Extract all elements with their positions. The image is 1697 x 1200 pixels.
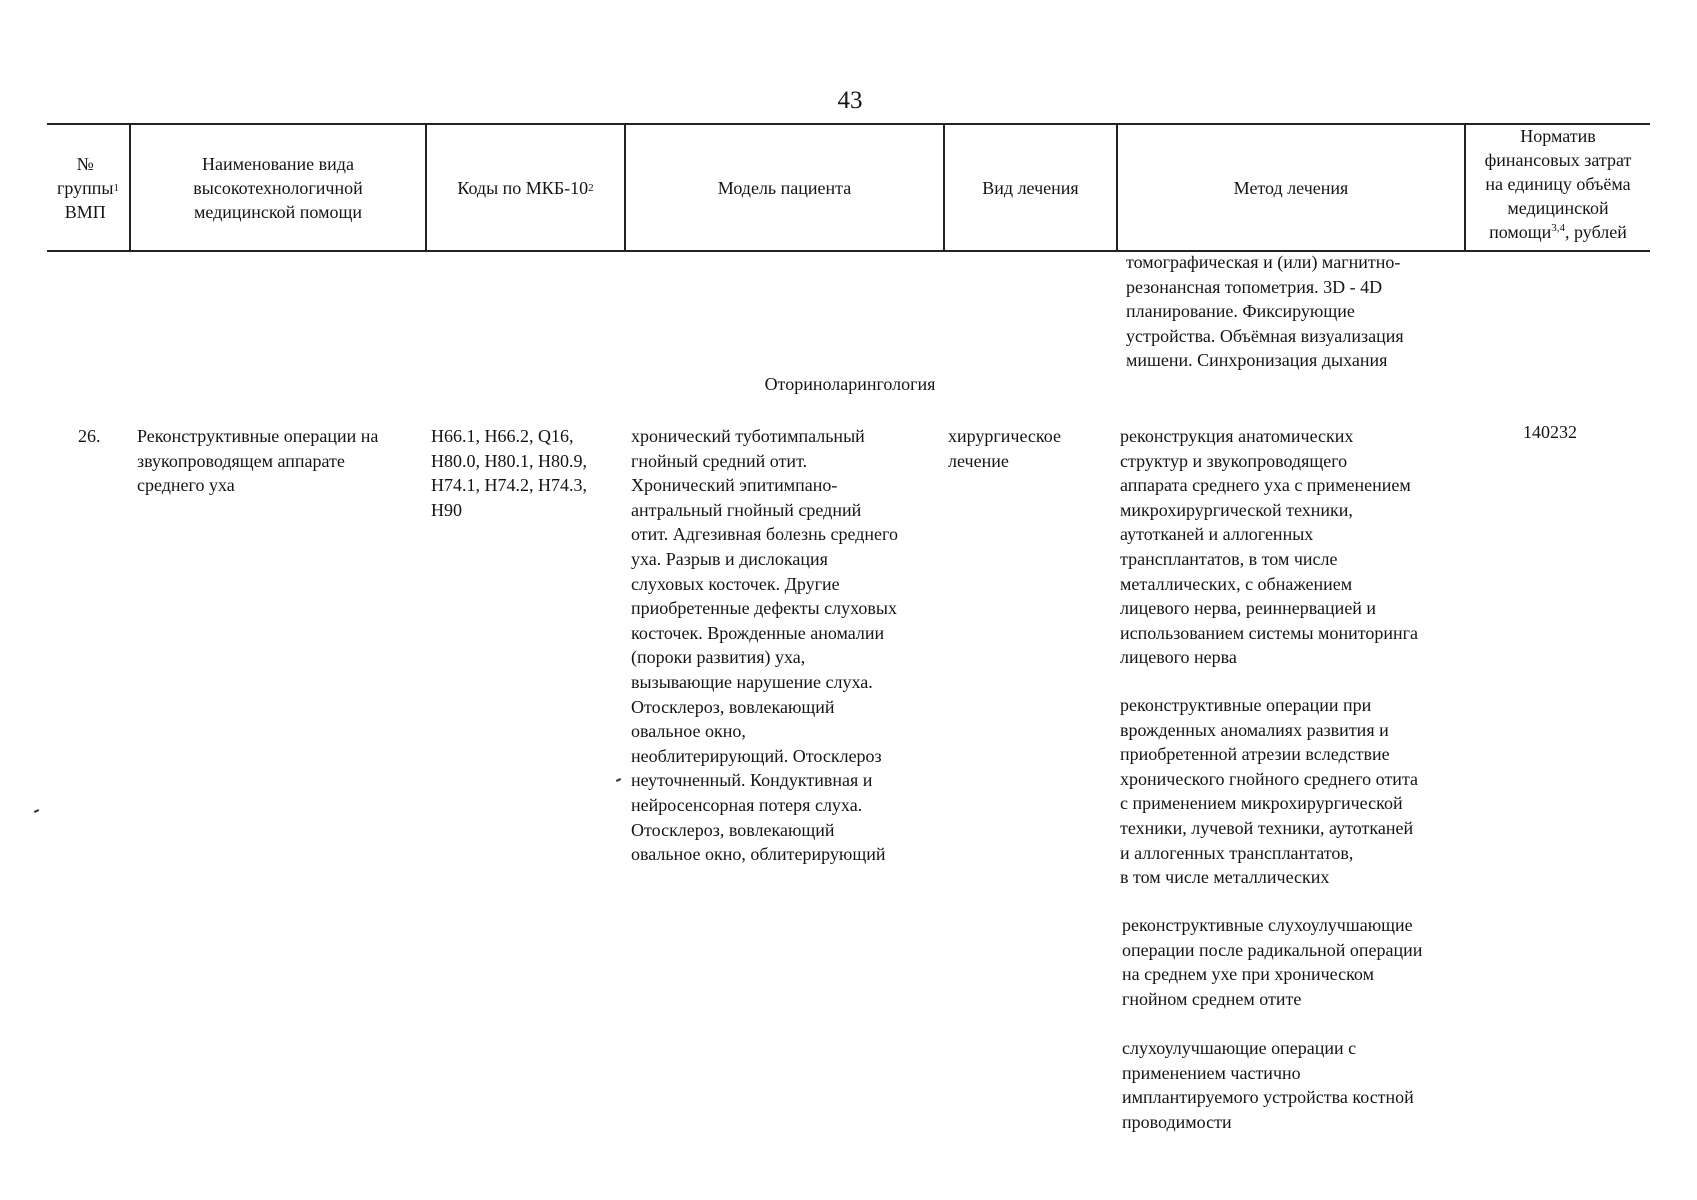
- row-care-type: Реконструктивные операции на звукопроводящем аппарате среднего уха: [137, 426, 379, 496]
- row-patient-model: хронический туботимпальный гнойный средний отит. Хронический эпитимпано- антральный гнойный средний отит. Адгезивная болезнь среднего уха. Разрыв и дислокация слуховых косточек. Другие приобретенные дефекты слуховых косточек. Врожденные аномалии (пороки развития) уха, вызывающие нарушение слуха. Отосклероз, вовлекающий овальное окно, необлитерирующий. Отосклероз неуточненный. Кондуктивная и нейросенсорная потеря слуха. Отосклероз, вовлекающий овальное окно, облитерирующий: [631, 426, 898, 865]
- row-method-1: реконструкция анатомических структур и звукопроводящего аппарата среднего уха с применением микрохирургической техники, аутотканей и аллогенных трансплантатов, в том числе металлических, с обнажением лицевого нерва, реиннервацией и использованием системы мониторинга лицевого нерва: [1120, 426, 1418, 668]
- page-number: 43: [837, 87, 863, 114]
- row-cost: 140232: [1523, 422, 1577, 442]
- scan-mark: [616, 778, 621, 782]
- continuation-method-text: томографическая и (или) магнитно- резонансная топометрия. 3D - 4D планирование. Фиксирующие устройства. Объёмная визуализация мишени. Синхронизация дыхания: [1126, 252, 1404, 371]
- table-header: [47, 123, 1650, 252]
- row-method-2: реконструктивные операции при врожденных аномалиях развития и приобретенной атрезии вследствие хронического гнойного среднего отита с применением микрохирургической техники, лучевой техники, аутотканей и аллогенных трансплантатов, в том числе металлических: [1120, 695, 1419, 888]
- scan-mark: [34, 809, 39, 813]
- header-group-no-text: № группы ВМП: [56, 153, 114, 222]
- row-method-3: реконструктивные слухоулучшающие операции после радикальной операции на среднем ухе при хроническом гнойном среднем отите: [1122, 915, 1423, 1009]
- row-group-no: 26.: [78, 426, 101, 446]
- row-treatment-type: хирургическое лечение: [948, 426, 1061, 471]
- header-cost-standard-text: Норматив финансовых затрат на единицу объёма медицинской помощи: [1484, 126, 1632, 242]
- header-icd-codes: Коды по МКБ-10 2: [457, 177, 594, 198]
- header-cost-standard: [1466, 116, 1650, 252]
- header-cost-standard-tail: , рублей: [1565, 222, 1627, 242]
- row-icd-codes: H66.1, H66.2, Q16, H80.0, H80.1, H80.9, H74.1, H74.2, H74.3, H90: [431, 426, 587, 520]
- row-method-4: слухоулучшающие операции с применением частично имплантируемого устройства костной проводимости: [1122, 1038, 1414, 1132]
- header-group-no: № группы ВМП 1: [56, 153, 119, 222]
- header-treatment-method: Метод лечения: [1233, 177, 1349, 198]
- header-care-type: Наименование вида высокотехнологичной медицинской помощи: [193, 153, 363, 222]
- section-title: Оториноларингология: [764, 374, 936, 394]
- header-patient-model: Модель пациента: [717, 177, 852, 198]
- header-icd-codes-text: Коды по МКБ-10: [457, 177, 589, 198]
- header-cost-standard-footnote: 3,4: [1551, 222, 1566, 234]
- header-treatment-type: Вид лечения: [982, 177, 1079, 198]
